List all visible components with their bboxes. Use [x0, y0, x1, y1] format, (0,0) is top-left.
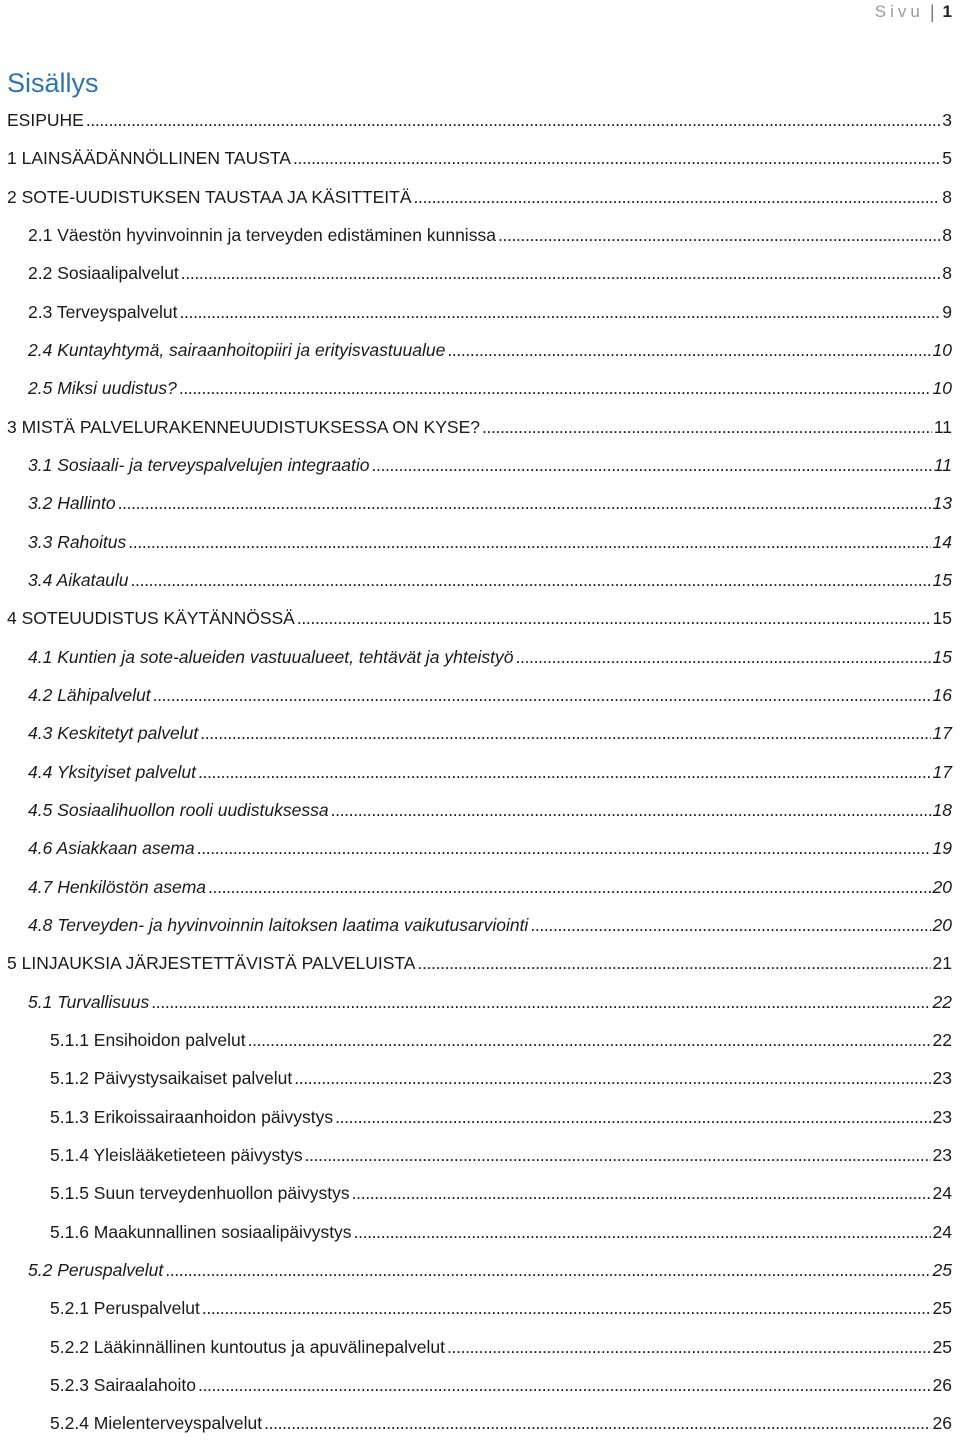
toc-entry-title: 4 SOTEUUDISTUS KÄYTÄNNÖSSÄ — [7, 608, 295, 629]
page-header — [875, 0, 952, 24]
toc-entry-page: 14 — [932, 531, 952, 552]
toc-entry-title: 5.1.5 Suun terveydenhuollon päivystys — [50, 1183, 350, 1204]
toc-entry-title: 3.2 Hallinto — [28, 493, 116, 514]
toc-entry-title: 5.1.3 Erikoissairaanhoidon päivystys — [50, 1106, 334, 1127]
toc-entry-title: 5.1.2 Päivystysaikaiset palvelut — [50, 1068, 293, 1089]
toc-dot-leader — [335, 1098, 930, 1136]
toc-entry[interactable] — [0, 1021, 960, 1059]
toc-dot-leader — [208, 868, 931, 906]
toc-dot-leader — [165, 1251, 930, 1289]
toc-entry-title: 5.2.3 Sairaalahoito — [50, 1374, 196, 1395]
toc-entry[interactable] — [0, 408, 960, 446]
toc-entry-page: 20 — [932, 914, 952, 935]
toc-dot-leader — [293, 139, 940, 177]
toc-dot-leader — [248, 1021, 931, 1059]
toc-entry-page: 5 — [942, 148, 952, 169]
toc-dot-leader — [86, 101, 940, 139]
toc-entry-page: 23 — [932, 1144, 952, 1165]
toc-entry-title: 4.3 Keskitetyt palvelut — [28, 723, 199, 744]
toc-entry-page: 23 — [932, 1068, 952, 1089]
toc-entry-page: 9 — [942, 301, 952, 322]
toc-entry-page: 15 — [932, 569, 952, 590]
toc-entry-title: 2.2 Sosiaalipalvelut — [28, 263, 179, 284]
toc-entry-title: 2.3 Terveyspalvelut — [28, 301, 178, 322]
toc-dot-leader — [153, 676, 931, 714]
toc-entry-title: 3.3 Rahoitus — [28, 531, 127, 552]
toc-entry[interactable] — [0, 944, 960, 982]
toc-entry-title: 5 LINJAUKSIA JÄRJESTETTÄVISTÄ PALVELUISTA — [7, 953, 416, 974]
toc-dot-leader — [447, 1328, 931, 1366]
toc-entry-title: 4.2 Lähipalvelut — [28, 684, 151, 705]
toc-entry[interactable] — [0, 1289, 960, 1327]
toc-entry-page: 20 — [932, 876, 952, 897]
toc-dot-leader — [354, 1213, 931, 1251]
toc-entry-page: 3 — [942, 110, 952, 130]
toc-dot-leader — [128, 523, 930, 561]
toc-dot-leader — [417, 944, 930, 982]
page-number: 1 — [942, 2, 952, 21]
toc-entry[interactable] — [0, 369, 960, 407]
toc-entry-page: 25 — [932, 1259, 952, 1280]
toc-entry[interactable] — [0, 1098, 960, 1136]
toc-entry[interactable] — [0, 868, 960, 906]
toc-entry-title: 3.1 Sosiaali- ja terveyspalvelujen integraatio — [28, 454, 370, 475]
toc-entry[interactable] — [0, 638, 960, 676]
toc-dot-leader — [482, 408, 932, 446]
toc-entry[interactable] — [0, 1328, 960, 1366]
toc-entry[interactable] — [0, 1059, 960, 1097]
toc-entry-title: 4.6 Asiakkaan asema — [28, 838, 195, 859]
toc-entry-title: 4.5 Sosiaalihuollon rooli uudistuksessa — [28, 799, 329, 820]
toc-entry-page: 10 — [932, 378, 952, 399]
toc-entry[interactable] — [0, 599, 960, 637]
toc-dot-leader — [180, 293, 941, 331]
toc-entry-page: 15 — [932, 646, 952, 667]
toc-entry-title: 4.8 Terveyden- ja hyvinvoinnin laitoksen laatima vaikutusarviointi — [28, 914, 529, 935]
toc-entry-page: 25 — [932, 1298, 952, 1319]
toc-entry-title: 2.4 Kuntayhtymä, sairaanhoitopiiri ja erityisvastuualue — [28, 339, 446, 360]
toc-dot-leader — [151, 983, 930, 1021]
toc-entry-page: 8 — [942, 263, 952, 284]
toc-entry[interactable] — [0, 791, 960, 829]
toc-dot-leader — [498, 216, 940, 254]
toc-dot-leader — [515, 638, 930, 676]
toc-entry[interactable] — [0, 293, 960, 331]
toc-dot-leader — [197, 829, 931, 867]
toc-entry[interactable] — [0, 829, 960, 867]
toc-entry-title: 2.5 Miksi uudistus? — [28, 378, 177, 399]
toc-dot-leader — [202, 1289, 931, 1327]
toc-entry-title: 5.2.4 Mielenterveyspalvelut — [50, 1413, 263, 1434]
toc-entry-title: 5.2.1 Peruspalvelut — [50, 1298, 200, 1319]
toc-entry[interactable] — [0, 676, 960, 714]
toc-entry-page: 8 — [942, 186, 952, 207]
toc-entry-title: 5.1.1 Ensihoidon palvelut — [50, 1029, 246, 1050]
toc-entry-title: 5.2 Peruspalvelut — [28, 1259, 164, 1280]
toc-entry[interactable] — [0, 983, 960, 1021]
toc-entry-title: 5.1.4 Yleislääketieteen päivystys — [50, 1144, 303, 1165]
toc-dot-leader — [200, 714, 930, 752]
toc-entry-page: 15 — [932, 608, 952, 629]
toc-entry-title: 4.1 Kuntien ja sote-alueiden vastuualueet, tehtävät ja yhteistyö — [28, 646, 514, 667]
toc-entry-page: 21 — [932, 953, 952, 974]
toc-entry-page: 17 — [932, 761, 952, 782]
toc-dot-leader — [179, 369, 931, 407]
toc-dot-leader — [447, 331, 930, 369]
toc-entry-page: 11 — [933, 416, 952, 437]
toc-entry[interactable] — [0, 139, 960, 177]
toc-entry[interactable] — [0, 216, 960, 254]
toc-entry-page: 22 — [932, 991, 952, 1012]
toc-entry-title: 2.1 Väestön hyvinvoinnin ja terveyden edistäminen kunnissa — [28, 224, 496, 245]
toc-dot-leader — [198, 753, 931, 791]
toc-entry[interactable] — [0, 906, 960, 944]
toc-entry[interactable] — [0, 178, 960, 216]
toc-entry-title: 4.7 Henkilöstön asema — [28, 876, 207, 897]
toc-entry-page: 8 — [942, 224, 952, 245]
toc-entry[interactable] — [0, 254, 960, 292]
toc-entry[interactable] — [0, 1136, 960, 1174]
toc-dot-leader — [414, 178, 941, 216]
toc-entry[interactable] — [0, 101, 960, 139]
toc-entry-title: 4.4 Yksityiset palvelut — [28, 761, 196, 782]
toc-dot-leader — [118, 484, 931, 522]
toc-entry-page: 11 — [933, 454, 952, 475]
toc-dot-leader — [371, 446, 931, 484]
toc-entry-title: 5.1 Turvallisuus — [28, 991, 150, 1012]
toc-dot-leader — [331, 791, 931, 829]
toc-entry-page: 18 — [932, 799, 952, 820]
toc-entry[interactable] — [0, 484, 960, 522]
toc-dot-leader — [131, 561, 931, 599]
toc-entry[interactable] — [0, 753, 960, 791]
toc-entry[interactable] — [0, 1404, 960, 1442]
toc-entry-page: 10 — [932, 339, 952, 360]
toc-entry-page: 16 — [932, 684, 952, 705]
toc-dot-leader — [181, 254, 940, 292]
toc-title: Sisällys — [7, 68, 99, 98]
toc-entry[interactable] — [0, 331, 960, 369]
toc-dot-leader — [530, 906, 930, 944]
toc-entry[interactable] — [0, 446, 960, 484]
toc-entry-title: 3 MISTÄ PALVELURAKENNEUUDISTUKSESSA ON KYSE? — [7, 416, 480, 437]
toc-dot-leader — [305, 1136, 931, 1174]
toc-entry-title: 3.4 Aikataulu — [28, 569, 129, 590]
table-of-contents — [0, 101, 960, 1442]
toc-entry[interactable] — [0, 714, 960, 752]
toc-entry-title: 1 LAINSÄÄDÄNNÖLLINEN TAUSTA — [7, 148, 291, 169]
toc-entry-page: 22 — [932, 1029, 952, 1050]
page-word: Sivu — [874, 2, 924, 21]
toc-entry-title: 2 SOTE-UUDISTUKSEN TAUSTAA JA KÄSITTEITÄ — [7, 186, 412, 207]
toc-dot-leader — [297, 599, 931, 637]
toc-dot-leader — [352, 1174, 931, 1212]
toc-entry[interactable] — [0, 523, 960, 561]
toc-entry-page: 24 — [932, 1221, 952, 1242]
toc-entry[interactable] — [0, 1366, 960, 1404]
toc-entry-title: 5.2.2 Lääkinnällinen kuntoutus ja apuvälinepalvelut — [50, 1336, 446, 1357]
toc-dot-leader — [198, 1366, 931, 1404]
toc-entry-title: 5.1.6 Maakunnallinen sosiaalipäivystys — [50, 1221, 352, 1242]
toc-entry-page: 19 — [932, 838, 952, 859]
toc-entry-page: 26 — [932, 1374, 952, 1395]
toc-entry-page: 13 — [932, 493, 952, 514]
toc-entry-title: ESIPUHE — [7, 110, 84, 130]
toc-entry[interactable] — [0, 1251, 960, 1289]
header-separator: | — [929, 1, 935, 22]
toc-dot-leader — [294, 1059, 930, 1097]
toc-entry-page: 23 — [932, 1106, 952, 1127]
toc-entry[interactable] — [0, 1213, 960, 1251]
toc-entry[interactable] — [0, 1174, 960, 1212]
toc-entry-page: 24 — [932, 1183, 952, 1204]
toc-entry[interactable] — [0, 561, 960, 599]
toc-entry-page: 26 — [932, 1413, 952, 1434]
toc-entry-page: 25 — [932, 1336, 952, 1357]
toc-dot-leader — [264, 1404, 930, 1442]
toc-entry-page: 17 — [932, 723, 952, 744]
